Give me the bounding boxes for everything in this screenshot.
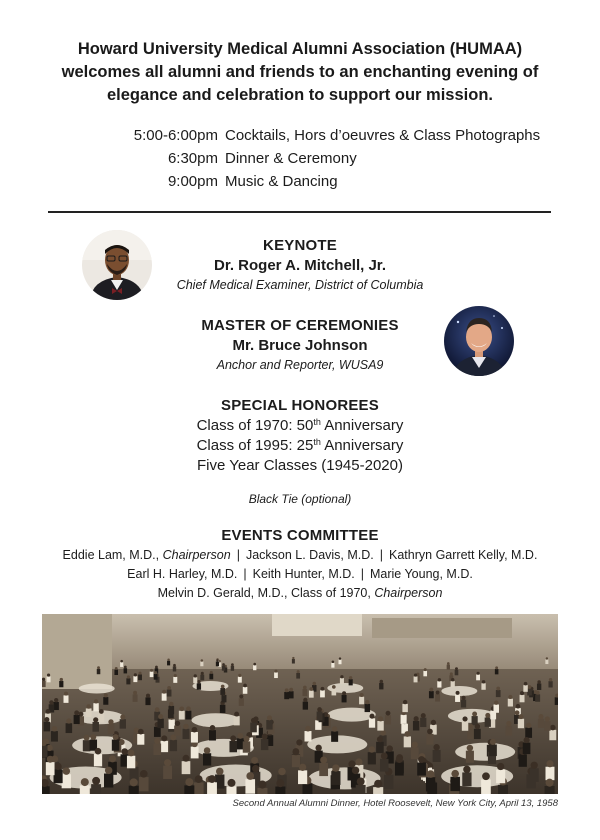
schedule-event: Music & Dancing xyxy=(225,173,338,190)
keynote-section xyxy=(0,236,600,294)
schedule xyxy=(110,124,540,193)
committee-line xyxy=(0,584,600,603)
intro-text xyxy=(30,38,570,107)
committee-role: Chairperson xyxy=(374,586,443,600)
divider xyxy=(48,211,551,213)
emcee-role: Anchor and Reporter, WUSA9 xyxy=(216,358,384,372)
intro-line: Howard University Medical Alumni Association (HUMAA) xyxy=(77,40,523,58)
ordinal-suffix: th xyxy=(313,437,321,447)
separator: | xyxy=(243,567,247,581)
committee-member: Eddie Lam, M.D., xyxy=(62,548,163,562)
separator: | xyxy=(360,567,364,581)
honoree-line xyxy=(0,436,600,456)
committee-member: Keith Hunter, M.D. xyxy=(252,567,355,581)
honoree-text: Anniversary xyxy=(320,417,404,434)
honorees-heading: SPECIAL HONOREES xyxy=(221,397,379,414)
ordinal-suffix: th xyxy=(313,417,321,427)
schedule-event: Cocktails, Hors d’oeuvres & Class Photographs xyxy=(225,127,541,144)
schedule-time: 5:00-6:00pm xyxy=(133,127,218,144)
emcee-heading: MASTER OF CEREMONIES xyxy=(201,317,399,334)
committee-line xyxy=(0,565,600,584)
honoree-text: Class of 1970: 50 xyxy=(196,417,314,434)
emcee-section xyxy=(0,316,600,374)
committee-member: Melvin D. Gerald, M.D., Class of 1970, xyxy=(157,586,375,600)
banquet-photo xyxy=(42,614,558,794)
committee-member: Kathryn Garrett Kelly, M.D. xyxy=(389,548,538,562)
photo-caption: Second Annual Alumni Dinner, Hotel Roosevelt, New York City, April 13, 1958 xyxy=(232,798,558,809)
honoree-line: Five Year Classes (1945-2020) xyxy=(197,457,403,474)
honoree-text: Class of 1995: 25 xyxy=(196,437,314,454)
committee-heading: EVENTS COMMITTEE xyxy=(221,527,379,544)
committee-section xyxy=(0,526,600,603)
committee-member: Earl H. Harley, M.D. xyxy=(127,567,238,581)
emcee-name: Mr. Bruce Johnson xyxy=(232,337,368,354)
dress-code: Black Tie (optional) xyxy=(248,492,352,506)
keynote-role: Chief Medical Examiner, District of Columbia xyxy=(176,278,424,292)
committee-member: Marie Young, M.D. xyxy=(369,567,473,581)
schedule-event: Dinner & Ceremony xyxy=(225,150,357,167)
honoree-text: Anniversary xyxy=(320,437,404,454)
keynote-name: Dr. Roger A. Mitchell, Jr. xyxy=(214,257,386,274)
intro-line: welcomes all alumni and friends to an enchanting evening of xyxy=(61,63,539,81)
intro-line: elegance and celebration to support our mission. xyxy=(107,86,493,104)
schedule-row xyxy=(110,170,540,193)
separator: | xyxy=(379,548,384,562)
committee-member: Jackson L. Davis, M.D. xyxy=(245,548,374,562)
schedule-time: 6:30pm xyxy=(167,150,218,167)
committee-role: Chairperson xyxy=(162,548,231,562)
honorees-section xyxy=(0,396,600,476)
schedule-row xyxy=(110,147,540,170)
honoree-line xyxy=(0,416,600,436)
separator: | xyxy=(236,548,240,562)
schedule-time: 9:00pm xyxy=(167,173,218,190)
keynote-heading: KEYNOTE xyxy=(263,237,337,254)
schedule-row xyxy=(110,124,540,147)
committee-line xyxy=(0,546,600,565)
